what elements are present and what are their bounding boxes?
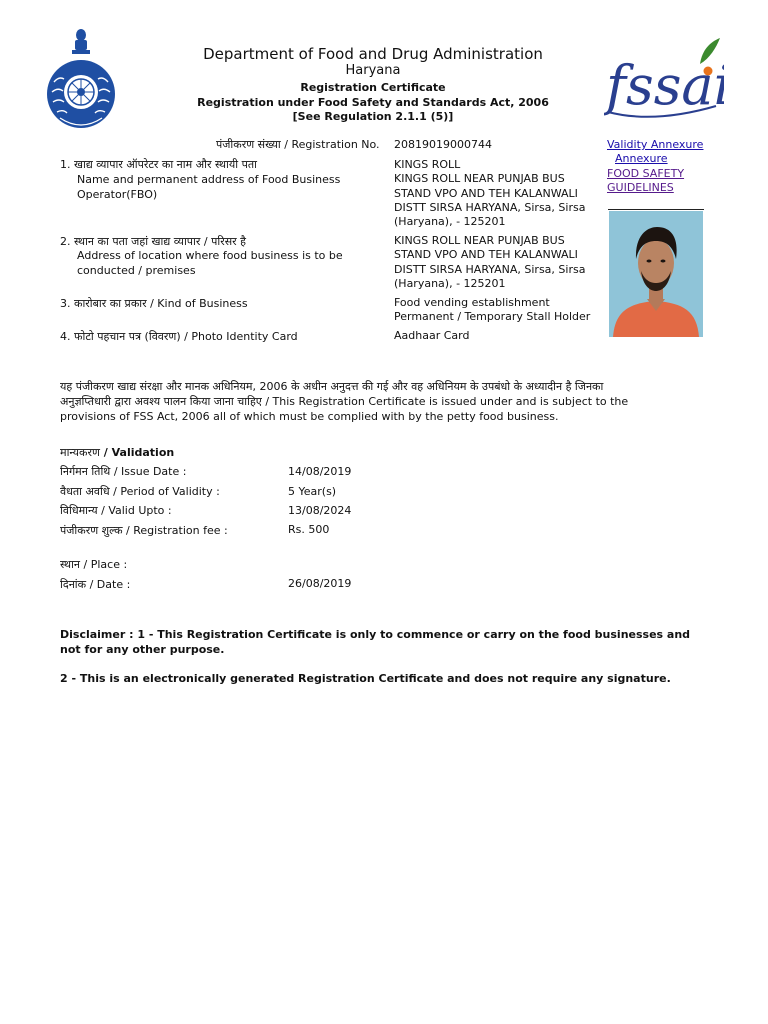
item-1-label-en-line2: Operator(FBO) (77, 188, 158, 201)
place-label: स्थान / Place : (60, 558, 128, 571)
date-label: दिनांक / Date : (60, 578, 131, 591)
premises-address-line3: DISTT SIRSA HARYANA, Sirsa, Sirsa (394, 263, 586, 276)
food-safety-guidelines-link[interactable]: FOOD SAFETY (607, 167, 685, 180)
state-name: Haryana (345, 63, 401, 78)
annexure-link[interactable]: Annexure (615, 152, 668, 165)
disclaimer-line1: Disclaimer : 1 - This Registration Certificate is only to commence or carry on the food businesses and (60, 628, 691, 641)
item-1-label-hindi: 1. खाद्य व्यापार ऑपरेटर का नाम और स्थायी पता (60, 158, 257, 171)
issue-date-value: 14/08/2019 (288, 465, 352, 478)
validation-heading-hindi: मान्यकरण (60, 446, 100, 459)
item-4-label: 4. फोटो पहचान पत्र (विवरण) / Photo Identity Card (60, 330, 298, 343)
registration-number-value: 20819019000744 (394, 138, 492, 151)
validity-period-value: 5 Year(s) (288, 485, 337, 498)
validity-annexure-link[interactable]: Validity Annexure (607, 138, 704, 151)
photo-divider (608, 209, 704, 210)
registration-fee-value: Rs. 500 (288, 523, 330, 536)
valid-upto-value: 13/08/2024 (288, 504, 352, 517)
fbo-address-line3: DISTT SIRSA HARYANA, Sirsa, Sirsa (394, 201, 586, 214)
applicant-photo (609, 211, 703, 337)
act-reference: Registration under Food Safety and Standards Act, 2006 (197, 96, 549, 109)
registration-number-label: पंजीकरण संख्या / Registration No. (216, 138, 380, 151)
certificate-title: Registration Certificate (300, 81, 446, 94)
statement-line1: यह पंजीकरण खाद्य संरक्षा और मानक अधिनियम, 2006 के अधीन अनुदत्त की गई और वह अधिनियम के उपबंधो के अध्यादीन है जिनका (60, 380, 604, 393)
fbo-name: KINGS ROLL (394, 158, 461, 171)
food-safety-guidelines-link-line2[interactable]: GUIDELINES (607, 181, 674, 194)
kind-of-business-line1: Food vending establishment (394, 296, 550, 309)
premises-address-line2: STAND VPO AND TEH KALANWALI (394, 248, 578, 261)
item-2-label-en: Address of location where food business is to be (77, 249, 343, 262)
item-3-label: 3. कारोबार का प्रकार / Kind of Business (60, 297, 248, 310)
kind-of-business-line2: Permanent / Temporary Stall Holder (394, 310, 591, 323)
disclaimer-line3: 2 - This is an electronically generated Registration Certificate and does not require any signature. (60, 672, 671, 685)
valid-upto-label: विधिमान्य / Valid Upto : (60, 504, 172, 517)
item-2-label-en-line2: conducted / premises (77, 264, 196, 277)
validation-heading (60, 445, 174, 460)
date-value: 26/08/2019 (288, 577, 352, 590)
fssai-logo-text: fssai (606, 54, 724, 117)
fbo-address-line2: STAND VPO AND TEH KALANWALI (394, 187, 578, 200)
photo-id-value: Aadhaar Card (394, 329, 470, 342)
fssai-logo (604, 34, 724, 126)
fbo-address-line4: (Haryana), - 125201 (394, 215, 506, 228)
regulation-reference: [See Regulation 2.1.1 (5)] (292, 110, 454, 123)
statement-line3: provisions of FSS Act, 2006 all of which must be complied with by the petty food business. (60, 410, 559, 423)
issue-date-label: निर्गमन तिथि / Issue Date : (60, 465, 187, 478)
haryana-seal-icon (42, 26, 120, 130)
fbo-address-line1: KINGS ROLL NEAR PUNJAB BUS (394, 172, 565, 185)
disclaimer-line2: not for any other purpose. (60, 643, 225, 656)
premises-address-line1: KINGS ROLL NEAR PUNJAB BUS (394, 234, 565, 247)
premises-address-line4: (Haryana), - 125201 (394, 277, 506, 290)
validation-heading-en: / Validation (99, 446, 175, 459)
department-title: Department of Food and Drug Administration (203, 45, 543, 63)
validity-period-label: वैधता अवधि / Period of Validity : (60, 485, 220, 498)
item-2-label-hindi: 2. स्थान का पता जहां खाद्य व्यापार / परिसर है (60, 235, 246, 248)
registration-fee-label: पंजीकरण शुल्क / Registration fee : (60, 524, 228, 537)
statement-line2: अनुज्ञप्तिधारी द्वारा अवश्य पालन किया जाना चाहिए / This Registration Certificate is issued under and is subject to the (60, 395, 629, 408)
item-1-label-en: Name and permanent address of Food Business (77, 173, 341, 186)
